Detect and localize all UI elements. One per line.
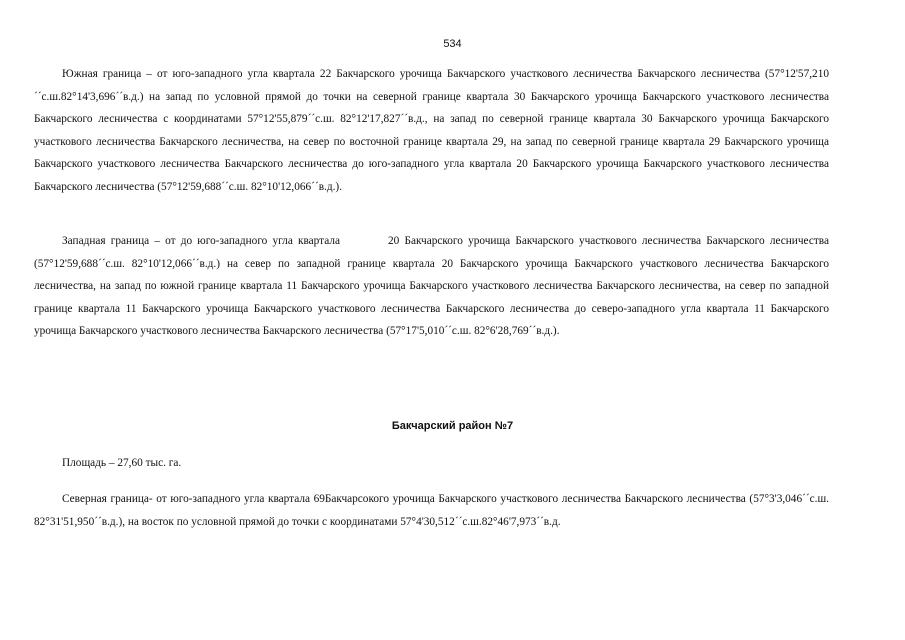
west-border-rest: 20 Бакчарского урочища Бакчарского участкового лесничества Бакчарского лесничества (57°12'59,688´´с.ш. 82°10'12,066´´в.д.) на север по западной границе квартала 20 Бакчарского урочища Бакчарского участкового лесничества Бакчарского лесничества, на запад по южной границе квартала 11 Бакчарского урочища Бакчарского участкового лесничества Бакчарского лесничества, на север по западной границе квартала 11 Бакчарского урочища Бакчарского участкового лесничества Бакчарского лесничества до северо-западного угла квартала 11 Бакчарского урочища Бакчарского участкового лесничества Бакчарского лесничества (57°17'5,010´´с.ш. 82°6'28,769´´в.д.).: [34, 235, 829, 337]
section-heading: Бакчарский район №7: [391, 420, 514, 432]
north-border-paragraph: Северная граница- от юго-западного угла квартала 69Бакчарсокого урочища Бакчарского участкового лесничества Бакчарского лесничества (57°3'3,046´´с.ш. 82°31'51,950´´в.д.), на восток по условной прямой до точки с координатами 57°4'30,512´´с.ш.82°46'7,973´´в.д.: [34, 493, 829, 528]
south-border-paragraph: Южная граница – от юго-западного угла квартала 22 Бакчарского урочища Бакчарского участкового лесничества Бакчарского лесничества (57°12'57,210´´с.ш.82°14'3,696´´в.д.) на запад по условной прямой до точки на северной границе квартала 30 Бакчарского урочища Бакчарского участкового лесничества Бакчарского лесничества с координатами 57°12'55,879´´с.ш. 82°12'17,827´´в.д., на запад по северной границе квартала 30 Бакчарского урочища Бакчарского участкового лесничества Бакчарского лесничества, на север по восточной границе квартала 29, на запад по северной границе квартала 29 Бакчарского урочища Бакчарского участкового лесничества Бакчарского лесничества до юго-западного угла квартала 20 Бакчарского урочища Бакчарского участкового лесничества Бакчарского лесничества (57°12'59,688´´с.ш. 82°10'12,066´´в.д.).: [34, 68, 829, 193]
area-line: Площадь – 27,60 тыс. га.: [62, 457, 182, 469]
west-border-paragraph: [34, 230, 829, 343]
page-number: 534: [443, 38, 462, 50]
west-border-start: Западная граница – от до юго-западного угла квартала: [62, 235, 341, 247]
